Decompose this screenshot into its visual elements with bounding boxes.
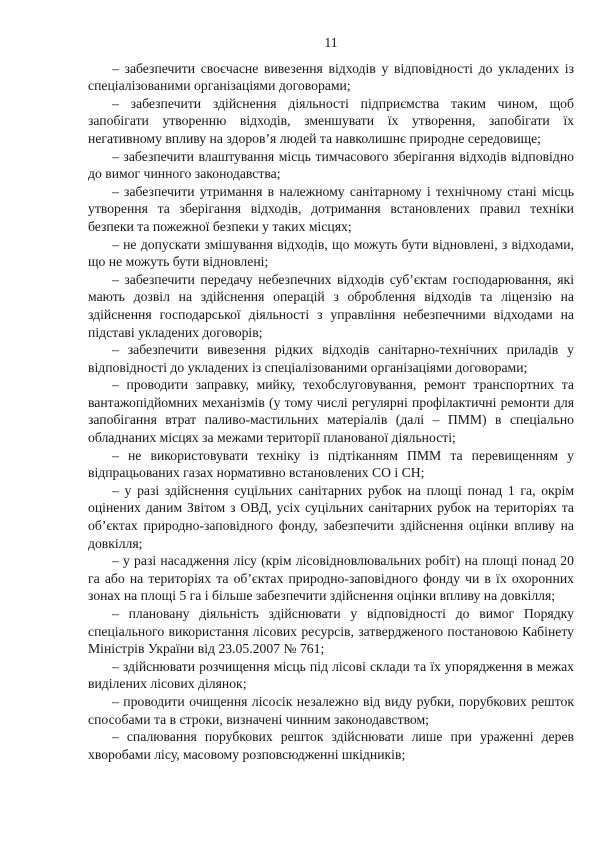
paragraph: – забезпечити вивезення рідких відходів санітарно-технічних приладів у відповідності до укладених із спеціалізованими організаціями договорами; (88, 342, 574, 375)
paragraph: – забезпечити своєчасне вивезення відходів у відповідності до укладених із спеціалізованими організаціями договорами; (88, 60, 574, 94)
paragraph: – плановану діяльність здійснювати у відповідності до вимог Порядку спеціального використання лісових ресурсів, затвердженого постановою Кабінету Міністрів України від 23.05.2007 № 761; (88, 606, 574, 657)
paragraph: – проводити очищення лісосік незалежно від виду рубки, порубкових решток способами та в строки, визначені чинним законодавством; (88, 693, 574, 727)
paragraph: – у разі насадження лісу (крім лісовідновлювальних робіт) на площі понад 20 га або на територіях та об’єктах природно-заповідного фонду чи в їх охоронних зонах на площі 5 га і більше забезпечити здійснення оцінки впливу на довкілля; (88, 553, 574, 604)
paragraph: – здійснювати розчищення місць під лісові склади та їх упорядження в межах виділених лісових ділянок; (88, 658, 574, 692)
page-number: 11 (324, 35, 338, 50)
paragraph: – забезпечити утримання в належному санітарному і технічному стані місць утворення та зберігання відходів, дотримання встановлених правил техніки безпеки та пожежної безпеки у таких місцях; (88, 183, 574, 234)
paragraph: – не допускати змішування відходів, що можуть бути відновлені, з відходами, що не можуть бути відновлені; (88, 236, 574, 270)
paragraph: – забезпечити здійснення діяльності підприємства таким чином, щоб запобігати утворенню відходів, зменшувати їх утворення, запобігати їх негативному впливу на здоров’я людей та навколишнє природне середовище; (88, 95, 574, 146)
paragraph: – спалювання порубкових решток здійснювати лише при ураженні дерев хворобами лісу, масовому розповсюдженні шкідників; (88, 729, 574, 762)
paragraph: – не використовувати техніку із підтіканням ПММ та перевищенням у відпрацьованих газах нормативно встановлених СО і СН; (88, 447, 574, 481)
paragraph: – у разі здійснення суцільних санітарних рубок на площі понад 1 га, окрім оцінених даним Звітом з ОВД, усіх суцільних санітарних рубок на територіях та об’єктах природно-заповідного фонду, забезпечити здійснення оцінки впливу на довкілля; (88, 482, 574, 551)
paragraph: – забезпечити передачу небезпечних відходів суб’єктам господарювання, які мають дозвіл на здійснення операцій з оброблення відходів та ліцензію на здійснення господарської діяльності з управління небезпечними відходами на підставі укладених договорів; (88, 271, 574, 340)
paragraph: – проводити заправку, мийку, техобслуговування, ремонт транспортних та вантажопідйомних механізмів (у тому числі регулярні профілактичні ремонти для запобігання втрат паливо-мастильних матеріалів (далі – ПММ) в спеціально обладнаних місцях за межами території планованої діяльності; (88, 377, 574, 446)
paragraph: – забезпечити влаштування місць тимчасового зберігання відходів відповідно до вимог чинного законодавства; (88, 148, 574, 182)
